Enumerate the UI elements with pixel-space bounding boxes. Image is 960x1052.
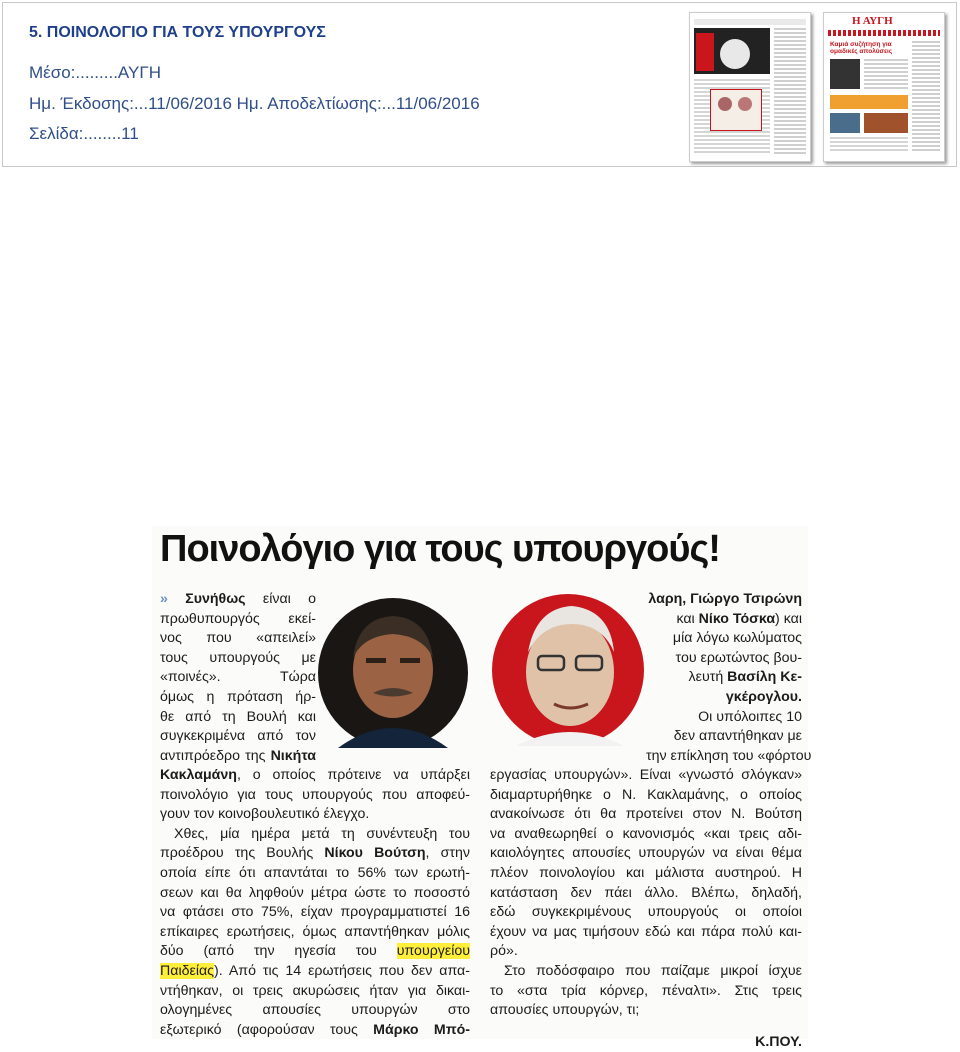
dates-label: Ημ. Έκδοσης:...11/06/2016 Ημ. Αποδελτίωσης:...11/06/2016 — [29, 94, 480, 113]
column-right-body: εργασίας υπουργών». Είναι «γνωστό σλόγκαν» διαμαρτυρήθηκε ο Ν. Κακλαμάνης, ο οποίος ανακοίνωσε ότι θα προτείνει στον Ν. Βούτση να αναθεωρηθεί ο κανονισμός «και τρεις αδι- καιολόγητες απουσίες υπουργών να είναι θέμα πλέον ποινολογίου και μάλιστα αυστηρού. Η κατάσταση δεν πάει άλλο. Βλέπω, δηλαδή, εδώ συγκεκριμένους υπουργούς οι οποίοι έχουν να μας τιμήσουν εδώ και πάρα πολύ και- ρό». Στο ποδόσφαιρο που παίζαμε μικροί ίσχυε το «στα τρία κόρνερ, πέναλτι». Στις τρεις απουσίες υπουργών, τι; Κ.ΠΟΥ. — [490, 766, 802, 1052]
photo-kaklamanis — [492, 594, 644, 746]
masthead-text: Η ΑΥΓΗ — [852, 15, 893, 27]
page-thumbnail[interactable] — [689, 12, 811, 162]
article-headline: Ποινολόγιο για τους υπουργούς! — [160, 528, 720, 570]
article-clipping — [152, 526, 812, 1050]
photo-voutsis — [318, 598, 468, 748]
column-left-top: » Συνήθως είναι ο πρωθυπουργός εκεί- νος που «απειλεί» τους υπουργούς με «ποινές». Τώρα όμως η πρόταση ήρ- θε από τη Βουλή και συγκεκριμένα από τον αντιπρόεδρο της Νικήτα — [160, 591, 316, 764]
highlight-education: Παιδείας — [160, 962, 215, 979]
page-label: Σελίδα:........11 — [29, 124, 139, 143]
column-left-body: Κακλαμάνη, ο οποίος πρότεινε να υπάρξει ποινολόγιο για τους υπουργούς που αποφεύ- γουν τον κοινοβουλευτικό έλεγχο. Χθες, μία ημέρα μετά τη συνέντευξη του προέδρου της Βουλής Νίκου Βούτση, στην οποία είπε ότι απαντάται το 56% των ερωτή- σεων και θα ληφθούν μέτρα ώστε το ποσοστό να φτάσει στο 75%, είχαν προγραμματιστεί 16 επίκαιρες ερωτήσεις, όμως απαντήθηκαν μόλις δύο (από την ηγεσία του υπουργείου Παιδείας). Από τις 14 ερωτήσεις που δεν απα- ντήθηκαν, οι τρεις ακυρώσεις ήταν για δικαι- ολογημένες απουσίες υπουργών στο εξωτερικό (αφορούσαν τους Μάρκο Μπό- — [160, 767, 470, 1038]
article-marker: » — [160, 591, 168, 607]
front-headline: Καμιά συζήτηση για ομαδικές απολύσεις — [830, 41, 893, 55]
medium-label: Μέσο:.........ΑΥΓΗ — [29, 63, 161, 82]
front-page-thumbnail[interactable] — [823, 12, 945, 162]
portrait-icon — [318, 598, 468, 748]
column-right-top: λαρη, Γιώργο Τσιρώνη και Νίκο Τόσκα) και μία λόγω κωλύματος του ερωτώντος βου- λευτή Βασίλη Κε- γκέρογλου. Οι υπόλοιπες 10 δεν απαντήθηκαν με την επίκληση του «φόρτου — [646, 591, 812, 764]
portrait-icon — [492, 594, 644, 746]
author-signature: Κ.ΠΟΥ. — [755, 1033, 802, 1050]
clipping-header — [2, 2, 957, 167]
highlight-ministry: υπουργείου — [396, 943, 470, 960]
clipping-title: 5. ΠΟΙΝΟΛΟΓΙΟ ΓΙΑ ΤΟΥΣ ΥΠΟΥΡΓΟΥΣ — [29, 24, 326, 41]
